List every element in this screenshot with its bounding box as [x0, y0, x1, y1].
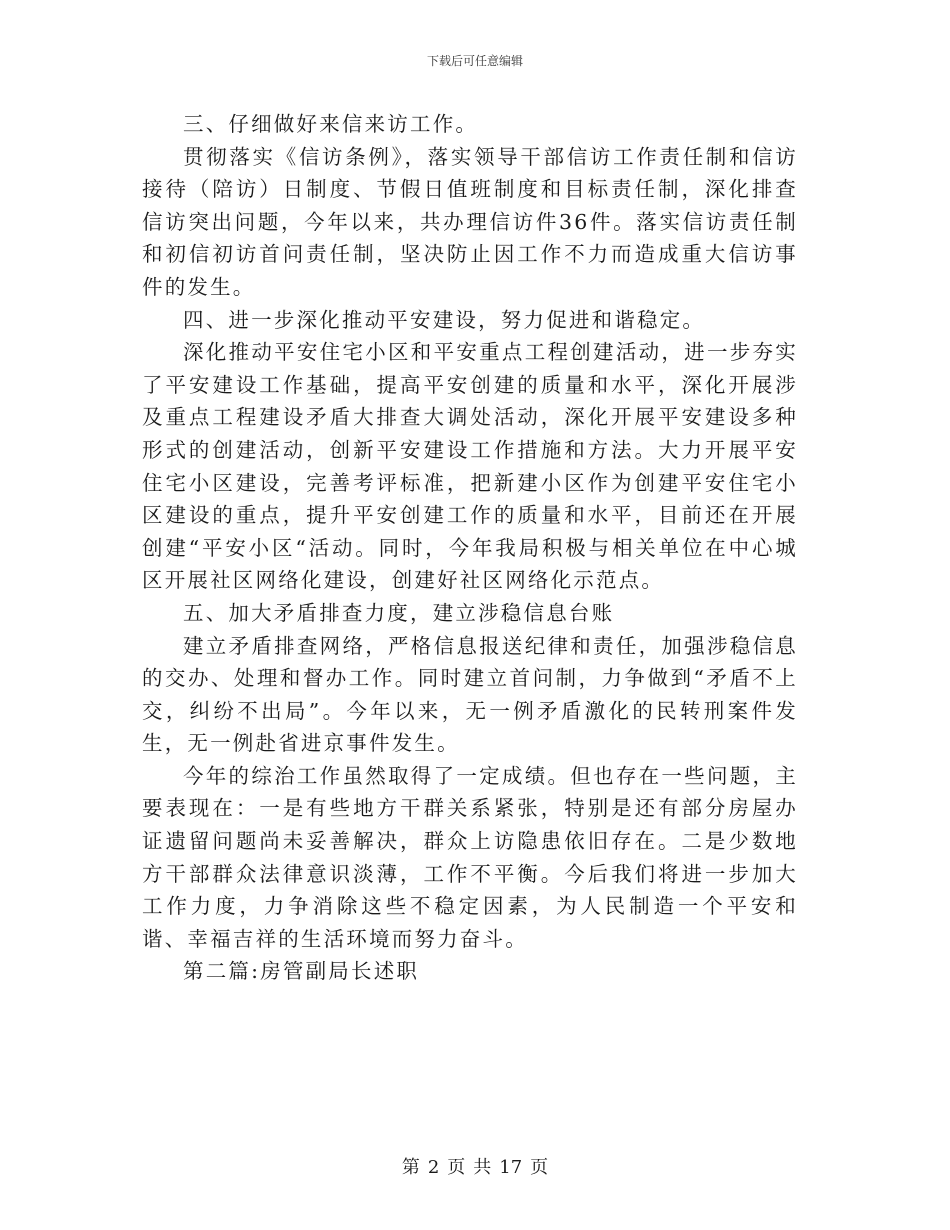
page-footer	[0, 1153, 950, 1179]
page-prefix: 第	[401, 1157, 420, 1178]
page-mid: 页	[447, 1157, 466, 1178]
document-body	[142, 108, 798, 988]
page-suffix: 页	[530, 1157, 549, 1178]
section-heading-3: 三、仔细做好来信来访工作。	[183, 112, 479, 136]
section-heading-4: 四、进一步深化推动平安建设，努力促进和谐稳定。	[183, 307, 706, 332]
current-page-number: 2	[427, 1157, 440, 1178]
body-paragraph: 贯彻落实《信访条例》，落实领导干部信访工作责任制和信访接待（陪访）日制度、节假日值班制度和目标责任制，深化排查信访突出问题，今年以来，共办理信访件36件。落实信访责任制和初信初访首问责任制，坚决防止因工作不力而造成重大信访事件的发生。	[142, 144, 798, 299]
total-prefix: 共	[473, 1157, 492, 1178]
body-paragraph: 深化推动平安住宅小区和平安重点工程创建活动，进一步夯实了平安建设工作基础，提高平安创建的质量和水平，深化开展涉及重点工程建设矛盾大排查大调处活动，深化开展平安建设多种形式的创建活动，创新平安建设工作措施和方法。大力开展平安住宅小区建设，完善考评标准，把新建小区作为创建平安住宅小区建设的重点，提升平安创建工作的质量和水平，目前还在开展创建“平安小区“活动。同时，今年我局积极与相关单位在中心城区开展社区网络化建设，创建好社区网络化示范点。	[142, 340, 798, 593]
total-page-count: 17	[499, 1157, 523, 1178]
body-paragraph: 建立矛盾排查网络，严格信息报送纪律和责任，加强涉稳信息的交办、处理和督办工作。同时建立首问制，力争做到“矛盾不上交，纠纷不出局”。今年以来，无一例矛盾激化的民转刑案件发生，无一例赴省进京事件发生。	[142, 633, 798, 756]
body-paragraph: 今年的综治工作虽然取得了一定成绩。但也存在一些问题，主要表现在：一是有些地方干群关系紧张，特别是还有部分房屋办证遗留问题尚未妥善解决，群众上访隐患依旧存在。二是少数地方干部群众法律意识淡薄，工作不平衡。今后我们将进一步加大工作力度，力争消除这些不稳定因素，为人民制造一个平安和谐、幸福吉祥的生活环境而努力奋斗。	[142, 763, 798, 951]
section-heading-5: 五、加大矛盾排查力度，建立涉稳信息台账	[183, 600, 615, 625]
page-header-note: 下载后可任意编辑	[426, 54, 523, 68]
chapter-heading: 第二篇:房管副局长述职	[183, 959, 420, 984]
